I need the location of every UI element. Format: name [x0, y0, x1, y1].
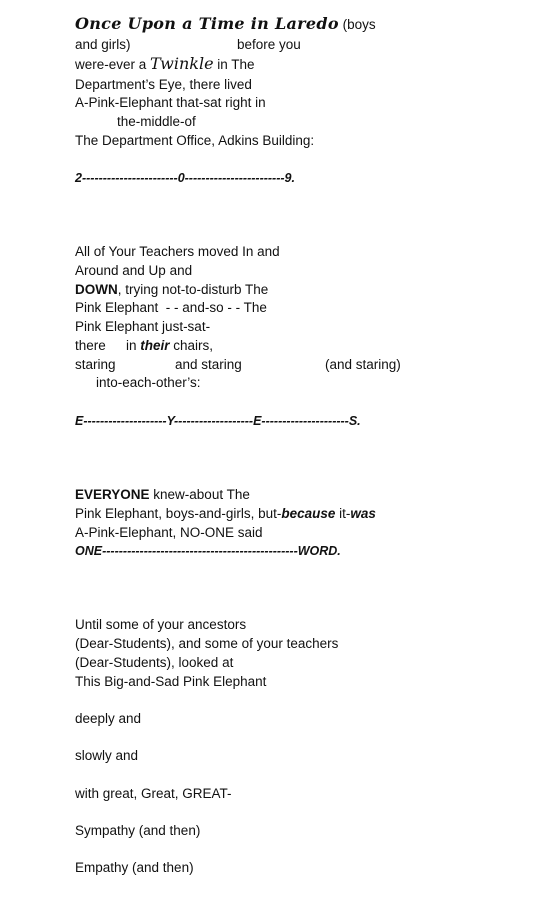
stanza2-line6b: in: [126, 338, 141, 353]
stanza1-line7: The Department Office, Adkins Building:: [75, 133, 315, 148]
was-word: was: [350, 506, 376, 521]
stanza4-line3: (Dear-Students), looked at: [75, 655, 234, 670]
poem-title-rest: (boys: [338, 17, 376, 32]
stanza4-line5: deeply and: [75, 711, 142, 726]
stanza4-line1: Until some of your ancestors: [75, 617, 247, 632]
stanza3-line1b: knew-about The: [149, 487, 250, 502]
stanza1-line2a: and girls): [75, 37, 131, 52]
stanza1-line3: [75, 55, 255, 74]
stanza3-line3: A-Pink-Elephant, NO-ONE said: [75, 525, 263, 540]
stanza3-dashline: ONE-----------------------------------------------WORD.: [75, 544, 341, 558]
stanza3-line1: [75, 486, 250, 504]
stanza2-line1: All of Your Teachers moved In and: [75, 244, 280, 259]
stanza1-line6: the-middle-of: [117, 114, 196, 129]
stanza3-line2a: Pink Elephant, boys-and-girls, but-: [75, 506, 282, 521]
their-word: their: [140, 338, 170, 353]
stanza4-line6: slowly and: [75, 748, 139, 763]
stanza2-line6d: chairs,: [169, 338, 214, 353]
stanza2-line7a: staring: [75, 357, 116, 372]
stanza2-line3: [75, 281, 268, 299]
stanza2-line6a: there: [75, 338, 106, 353]
stanza1-line5: A-Pink-Elephant that-sat right in: [75, 95, 266, 110]
stanza4-line4: This Big-and-Sad Pink Elephant: [75, 674, 267, 689]
stanza2-line4: Pink Elephant - - and-so - - The: [75, 300, 267, 315]
stanza1-line4: Department’s Eye, there lived: [75, 77, 252, 92]
stanza1-dashline: 2-----------------------0------------------------9.: [75, 171, 295, 185]
twinkle-word: Twinkle: [150, 54, 214, 73]
down-word: DOWN: [75, 282, 118, 297]
stanza4-line2: (Dear-Students), and some of your teachers: [75, 636, 339, 651]
stanza1-line2b: before you: [237, 37, 301, 52]
poem-title-line: [75, 15, 376, 34]
poem-title: Once Upon a Time in Laredo: [75, 14, 339, 33]
stanza1-line3a: were-ever a: [75, 57, 151, 72]
stanza2-line7c: (and staring): [325, 357, 401, 372]
stanza3-line2: [75, 505, 376, 523]
stanza3-line2c: it-: [335, 506, 351, 521]
everyone-word: EVERYONE: [75, 487, 150, 502]
stanza4-line7: with great, Great, GREAT-: [75, 786, 232, 801]
stanza4-line8: Sympathy (and then): [75, 823, 201, 838]
stanza2-line8: into-each-other’s:: [96, 375, 201, 390]
stanza2-line2: Around and Up and: [75, 263, 193, 278]
stanza2-line3b: , trying not-to-disturb The: [117, 282, 269, 297]
because-word: because: [281, 506, 336, 521]
stanza4-line9: Empathy (and then): [75, 860, 194, 875]
stanza2-line5: Pink Elephant just-sat-: [75, 319, 211, 334]
stanza2-line6: [126, 337, 213, 355]
stanza2-line7b: and staring: [175, 357, 242, 372]
stanza2-dashline: E--------------------Y-------------------E---------------------S.: [75, 414, 361, 428]
stanza1-line3c: in The: [213, 57, 255, 72]
